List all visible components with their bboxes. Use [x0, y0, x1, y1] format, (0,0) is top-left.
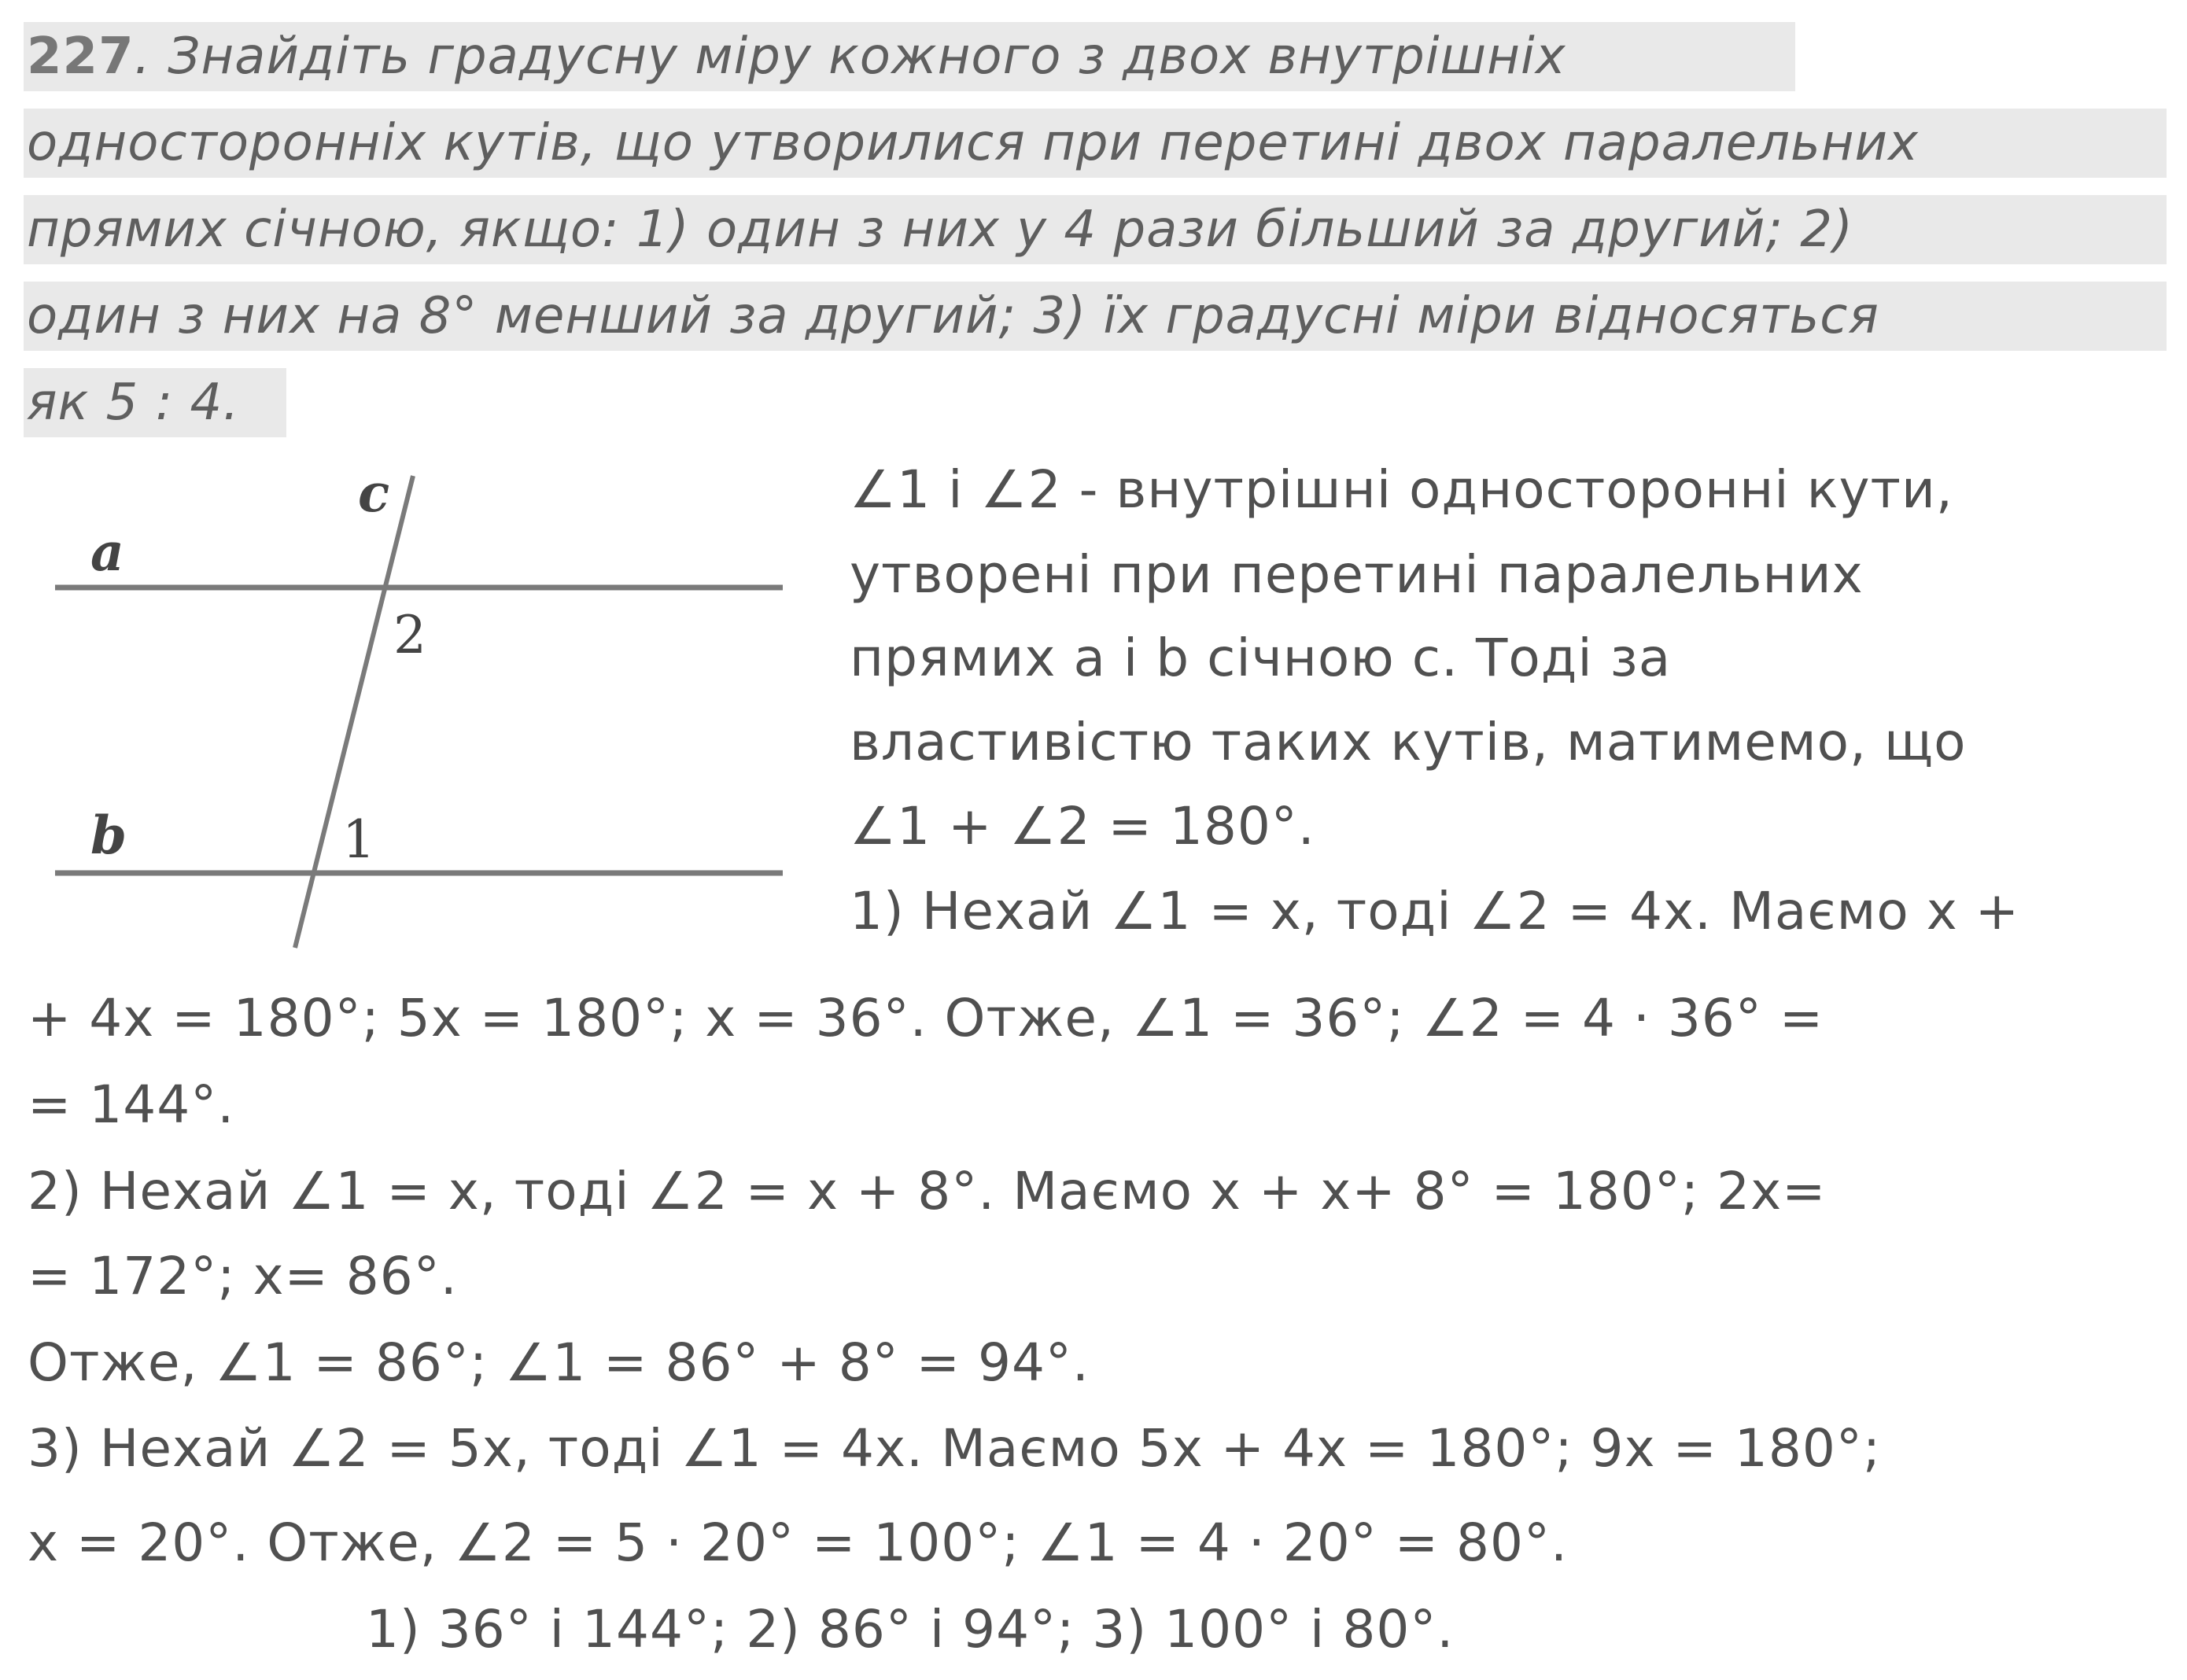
- solution-line-8: = 144°.: [28, 1074, 235, 1135]
- transversal-c: [295, 476, 413, 948]
- solution-line-10: = 172°; x= 86°.: [28, 1246, 458, 1306]
- solution-line-13: x = 20°. Отже, ∠2 = 5 · 20° = 100°; ∠1 = 4 · 20° = 80°.: [28, 1512, 1569, 1573]
- task-line-5: [24, 368, 286, 437]
- solution-line-12: 3) Нехай ∠2 = 5x, тоді ∠1 = 4x. Маємо 5x + 4x = 180°; 9x = 180°;: [28, 1418, 1882, 1479]
- solution-line-5: ∠1 + ∠2 = 180°.: [850, 796, 1315, 857]
- label-a: a: [90, 521, 124, 583]
- task-number: 227: [27, 28, 135, 86]
- label-b: b: [90, 805, 127, 866]
- solution-line-2: утворені при перетині паралельних: [850, 544, 1864, 605]
- task-line-1: [24, 22, 1795, 91]
- solution-line-4: властивістю таких кутів, матимемо, що: [850, 712, 1967, 772]
- solution-line-6: 1) Нехай ∠1 = x, тоді ∠2 = 4x. Маємо x +: [850, 881, 2020, 941]
- task-text-1: . Знайдіть градусну міру кожного з двох внутрішніх: [134, 28, 1566, 86]
- solution-line-11: Отже, ∠1 = 86°; ∠1 = 86° + 8° = 94°.: [28, 1332, 1090, 1393]
- task-text-5: як 5 : 4.: [27, 374, 240, 432]
- task-line-4: [24, 282, 2167, 351]
- solution-line-7: + 4x = 180°; 5x = 180°; x = 36°. Отже, ∠1 = 36°; ∠2 = 4 · 36° =: [28, 988, 1824, 1048]
- solution-line-3: прямих a і b січною c. Тоді за: [850, 628, 1672, 688]
- task-text-3: прямих січною, якщо: 1) один з них у 4 рази більший за другий; 2): [27, 201, 1853, 259]
- solution-line-9: 2) Нехай ∠1 = x, тоді ∠2 = x + 8°. Маємо x + x+ 8° = 180°; 2x=: [28, 1161, 1827, 1221]
- task-text-4: один з них на 8° менший за другий; 3) їх градусні міри відносяться: [27, 287, 1879, 345]
- label-angle-1: 1: [342, 809, 375, 870]
- task-line-3: [24, 195, 2167, 264]
- task-text-2: односторонніх кутів, що утворилися при перетині двох паралельних: [27, 114, 1919, 172]
- label-c: c: [358, 462, 390, 524]
- parallel-lines-figure: [47, 460, 802, 963]
- solution-line-1: ∠1 і ∠2 - внутрішні односторонні кути,: [850, 459, 1953, 520]
- answer-line: 1) 36° і 144°; 2) 86° і 94°; 3) 100° і 80°.: [366, 1599, 1455, 1660]
- label-angle-2: 2: [393, 605, 426, 665]
- task-line-2: [24, 109, 2167, 178]
